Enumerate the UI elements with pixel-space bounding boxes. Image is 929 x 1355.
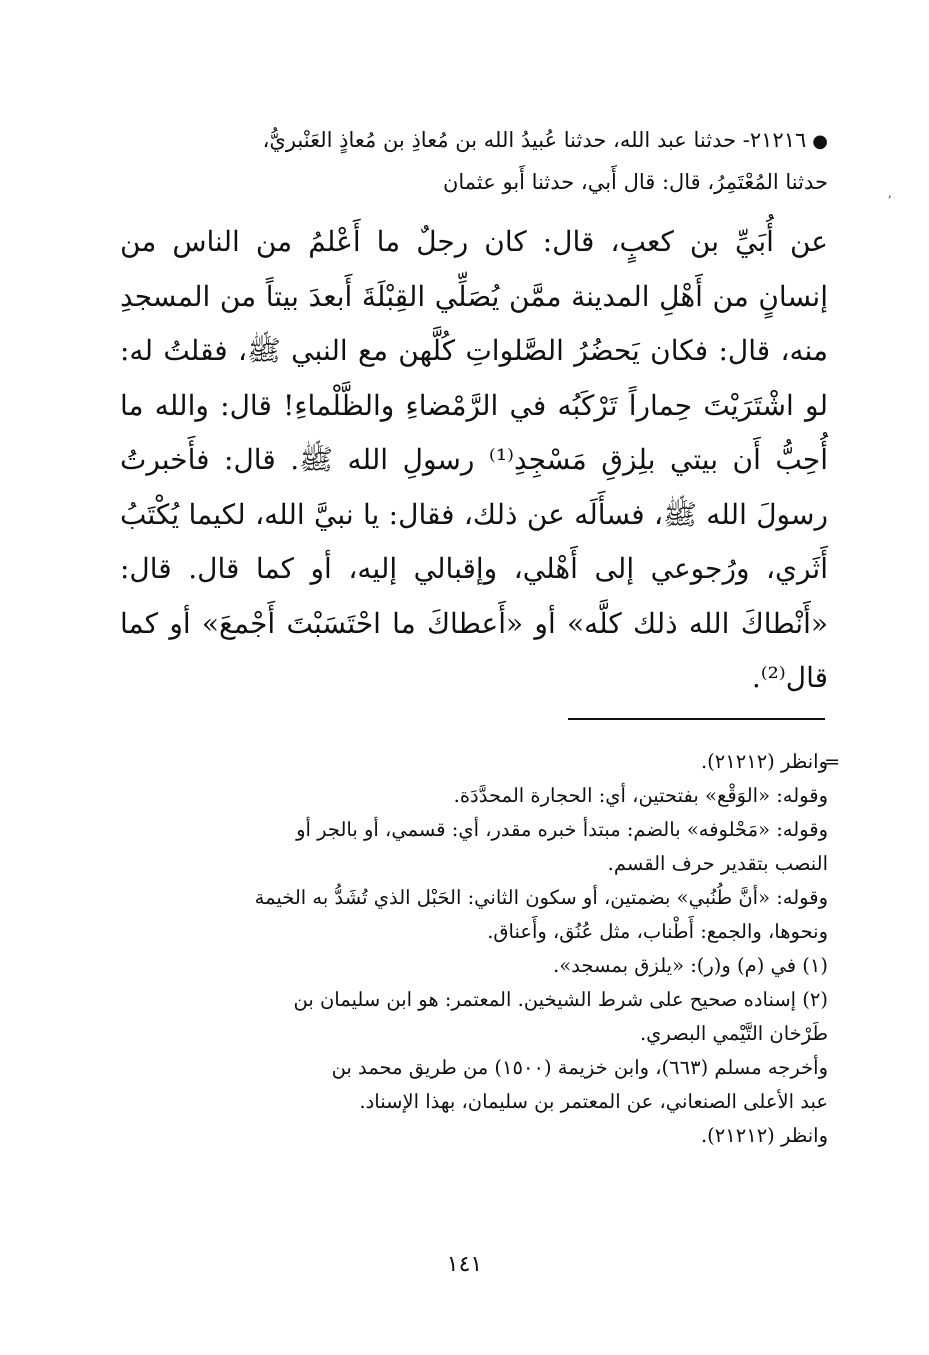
note-line: وانظر (٢١٢١٢). xyxy=(700,1124,828,1147)
hadith-isnad xyxy=(120,120,828,202)
margin-mark: , xyxy=(888,186,892,200)
note-line: وأخرجه مسلم (٦٦٣)، وابن خزيمة (١٥٠٠) من طريق محمد بن xyxy=(331,1056,828,1079)
footnote-divider xyxy=(568,718,825,720)
note-line: ونحوها، والجمع: أَطْناب، مثل عُنُق، وأَعناق. xyxy=(487,920,828,943)
isnad-line-1: ●٢١٢١٦- حدثنا عبد الله، حدثنا عُبيدُ الله بن مُعاذِ بن مُعاذٍ العَنْبريُّ، xyxy=(120,120,828,162)
footnote-2: (٢) إسناده صحيح على شرط الشيخين. المعتمر: هو ابن سليمان بن xyxy=(293,988,828,1011)
note-line: وقوله: «أنَّ طُنُبي» بضمتين، أو سكون الثاني: الحَبْل الذي تُشَدُّ به الخيمة xyxy=(254,886,828,909)
footnotes xyxy=(120,745,840,1153)
note-line: النصب بتقدير حرف القسم. xyxy=(607,852,828,875)
note-line: طَرْخان التَّيْمي البصري. xyxy=(639,1022,828,1045)
footnote-1: (١) في (م) و(ر): «يلزق بمسجد». xyxy=(553,954,828,977)
note-line: وانظر (٢١٢١٢). xyxy=(700,750,828,773)
hadith-matn: عن أُبَيِّ بن كعبٍ، قال: كان رجلٌ ما أَعْلمُ من الناس من إنسانٍ من أَهْلِ المدينة ممَّن يُصَلِّي القِبْلَةَ أَبعدَ بيتاً من المسجدِ منه، قال: فكان يَحضُرُ الصَّلواتِ كُلَّهن مع النبي ﷺ، فقلتُ له: لو اشْتَرَيْتَ حِماراً تَرْكَبُه في الرَّمْضاءِ والظَّلْماءِ! قال: والله ما أُحِبُّ أَن بيتي بلِزقِ مَسْجِدِ⁽¹⁾ رسولِ الله ﷺ. قال: فأَخبرتُ رسولَ الله ﷺ، فسأَلَه عن ذلك، فقال: يا نبيَّ الله، لكيما يُكْتَبُ أَثَري، ورُجوعي إلى أَهْلي، وإقبالي إليه، أو كما قال. قال: «أَنْطاكَ الله ذلك كلَّه» أو «أَعطاكَ ما احْتَسَبْتَ أَجْمعَ» أو كما قال⁽²⁾. xyxy=(120,225,829,694)
continuation-mark: = xyxy=(824,751,840,773)
note-line: عبد الأعلى الصنعاني، عن المعتمر بن سليمان، بهذا الإسناد. xyxy=(359,1090,828,1113)
isnad-line-2: حدثنا المُعْتَمِرُ، قال: قال أَبي، حدثنا أَبو عثمان xyxy=(442,170,828,194)
page-number: ١٤١ xyxy=(446,1252,483,1277)
note-line: وقوله: «مَحْلوفه» بالضم: مبتدأ خبره مقدر، أي: قسمي، أو بالجر أو xyxy=(296,818,828,841)
bullet-icon: ● xyxy=(812,131,828,152)
note-line: وقوله: «الوَقْع» بفتحتين، أي: الحجارة المحدَّدَة. xyxy=(453,784,828,807)
